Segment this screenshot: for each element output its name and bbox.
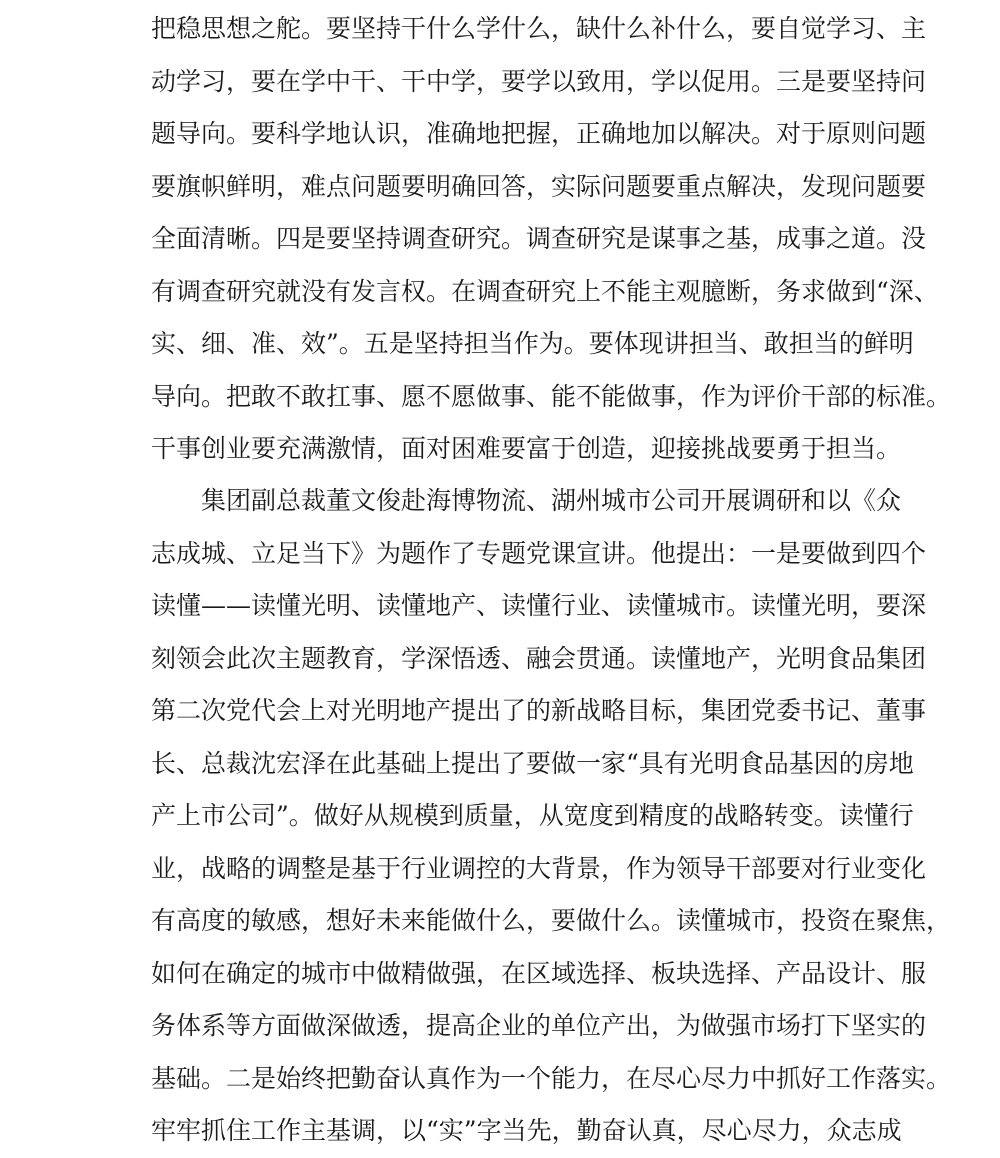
text-line: 题导向。要科学地认识，准确地把握，正确地加以解决。对于原则问题 bbox=[151, 119, 927, 148]
text-line: 动学习，要在学中干、干中学，要学以致用，学以促用。三是要坚持问 bbox=[151, 66, 927, 96]
text-line: 第二次党代会上对光明地产提出了的新战略目标，集团党委书记、董事 bbox=[151, 696, 927, 725]
text-line: 牢牢抓住工作主基调，以“实”字当先，勤奋认真，尽心尽力，众志成 bbox=[151, 1116, 902, 1145]
text-line: 导向。把敢不敢扛事、愿不愿做事、能不能做事，作为评价干部的标准。 bbox=[151, 381, 952, 411]
text-line: 实、细、准、效”。五是坚持担当作为。要体现讲担当、敢担当的鲜明 bbox=[151, 329, 914, 358]
text-line: 务体系等方面做深做透，提高企业的单位产出，为做强市场打下坚实的 bbox=[151, 1011, 927, 1040]
text-line: 业，战略的调整是基于行业调控的大背景，作为领导干部要对行业变化 bbox=[151, 853, 927, 883]
paragraph-1-continuation bbox=[151, 3, 952, 476]
text-line: 有高度的敏感，想好未来能做什么，要做什么。读懂城市，投资在聚焦， bbox=[151, 906, 952, 935]
text-line: 全面清晰。四是要坚持调查研究。调查研究是谋事之基，成事之道。没 bbox=[151, 224, 927, 253]
text-line: 基础。二是始终把勤奋认真作为一个能力，在尽心尽力中抓好工作落实。 bbox=[151, 1063, 952, 1093]
text-line: 有调查研究就没有发言权。在调查研究上不能主观臆断，务求做到“深、 bbox=[151, 276, 939, 306]
text-line: 干事创业要充满激情，面对困难要富于创造，迎接挑战要勇于担当。 bbox=[151, 434, 902, 463]
text-line: 长、总裁沈宏泽在此基础上提出了要做一家“具有光明食品基因的房地 bbox=[151, 748, 914, 778]
text-line: 刻领会此次主题教育，学深悟透、融会贯通。读懂地产，光明食品集团 bbox=[151, 643, 927, 673]
text-line: 产上市公司”。做好从规模到质量，从宽度到精度的战略转变。读懂行 bbox=[151, 801, 914, 830]
text-line: 如何在确定的城市中做精做强，在区域选择、板块选择、产品设计、服 bbox=[151, 958, 927, 988]
paragraph-2 bbox=[151, 475, 952, 1158]
text-line: 志成城、立足当下》为题作了专题党课宣讲。他提出：一是要做到四个 bbox=[151, 538, 927, 568]
text-line: 读懂——读懂光明、读懂地产、读懂行业、读懂城市。读懂光明，要深 bbox=[151, 591, 927, 620]
text-line: 把稳思想之舵。要坚持干什么学什么，缺什么补什么，要自觉学习、主 bbox=[151, 14, 927, 43]
text-line: 集团副总裁董文俊赴海博物流、湖州城市公司开展调研和以《众 bbox=[201, 486, 902, 515]
text-line: 要旗帜鲜明，难点问题要明确回答，实际问题要重点解决，发现问题要 bbox=[151, 171, 927, 201]
